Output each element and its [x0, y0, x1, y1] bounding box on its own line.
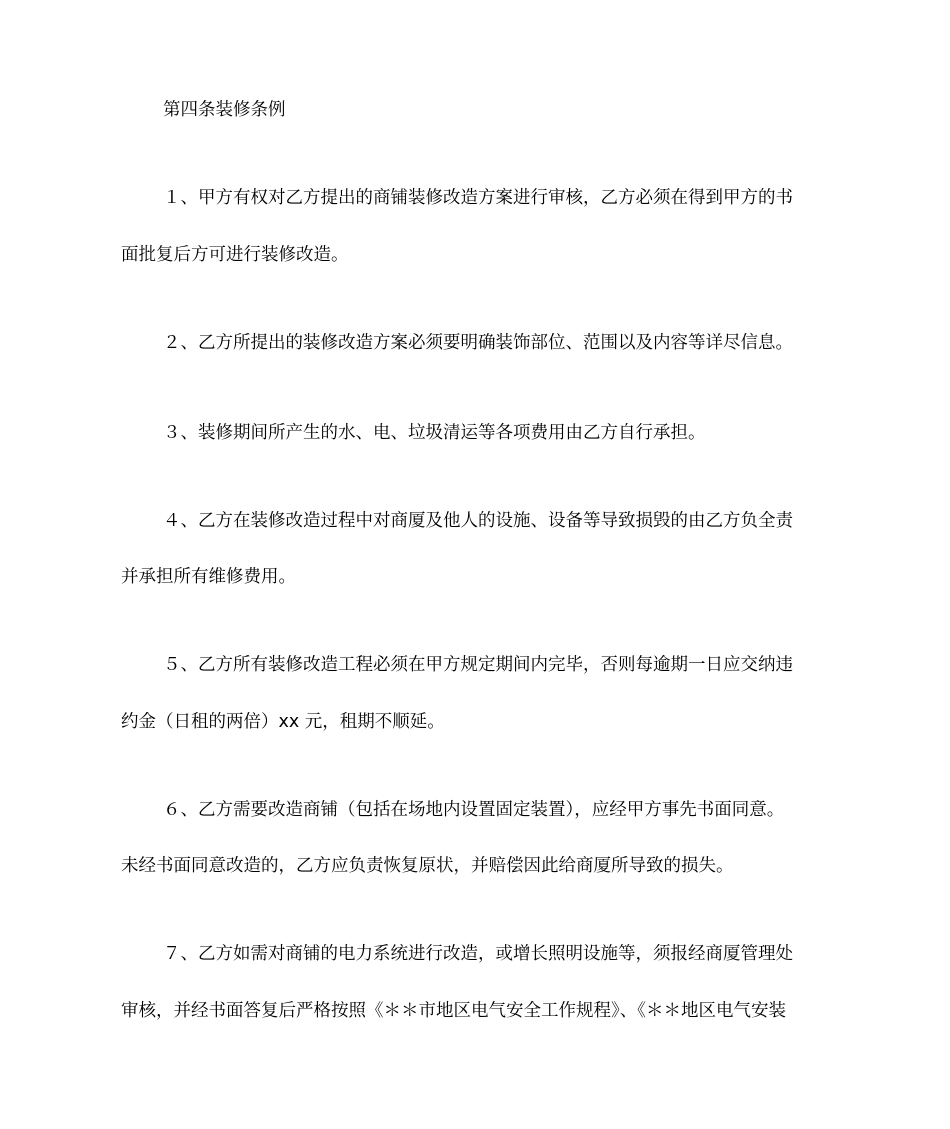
clause-7-line-2: 审核，并经书面答复后严格按照《＊＊市地区电气安全工作规程》、《＊＊地区电气安装: [121, 1001, 786, 1021]
clause-3-line-1: ３、装修期间所产生的水、电、垃圾清运等各项费用由乙方自行承担。: [163, 423, 706, 443]
clause-6-line-1: ６、乙方需要改造商铺（包括在场地内设置固定装置），应经甲方事先书面同意。: [163, 800, 785, 820]
section-heading: 第四条装修条例: [163, 100, 286, 120]
clause-5-line-2: 约金（日租的两倍）xx 元，租期不顺延。: [121, 712, 445, 732]
clause-6-line-2: 未经书面同意改造的，乙方应负责恢复原状，并赔偿因此给商厦所导致的损失。: [121, 856, 734, 876]
clause-4-line-2: 并承担所有维修费用。: [121, 567, 296, 587]
clause-1-line-1: １、甲方有权对乙方提出的商铺装修改造方案进行审核，乙方必须在得到甲方的书: [163, 188, 793, 208]
clause-2-line-1: ２、乙方所提出的装修改造方案必须要明确装饰部位、范围以及内容等详尽信息。: [163, 333, 793, 353]
clause-5-line-1: ５、乙方所有装修改造工程必须在甲方规定期间内完毕，否则每逾期一日应交纳违: [163, 655, 793, 675]
clause-4-line-1: ４、乙方在装修改造过程中对商厦及他人的设施、设备等导致损毁的由乙方负全责: [163, 511, 793, 531]
clause-7-line-1: ７、乙方如需对商铺的电力系统进行改造，或增长照明设施等，须报经商厦管理处: [163, 944, 793, 964]
clause-1-line-2: 面批复后方可进行装修改造。: [121, 245, 349, 265]
